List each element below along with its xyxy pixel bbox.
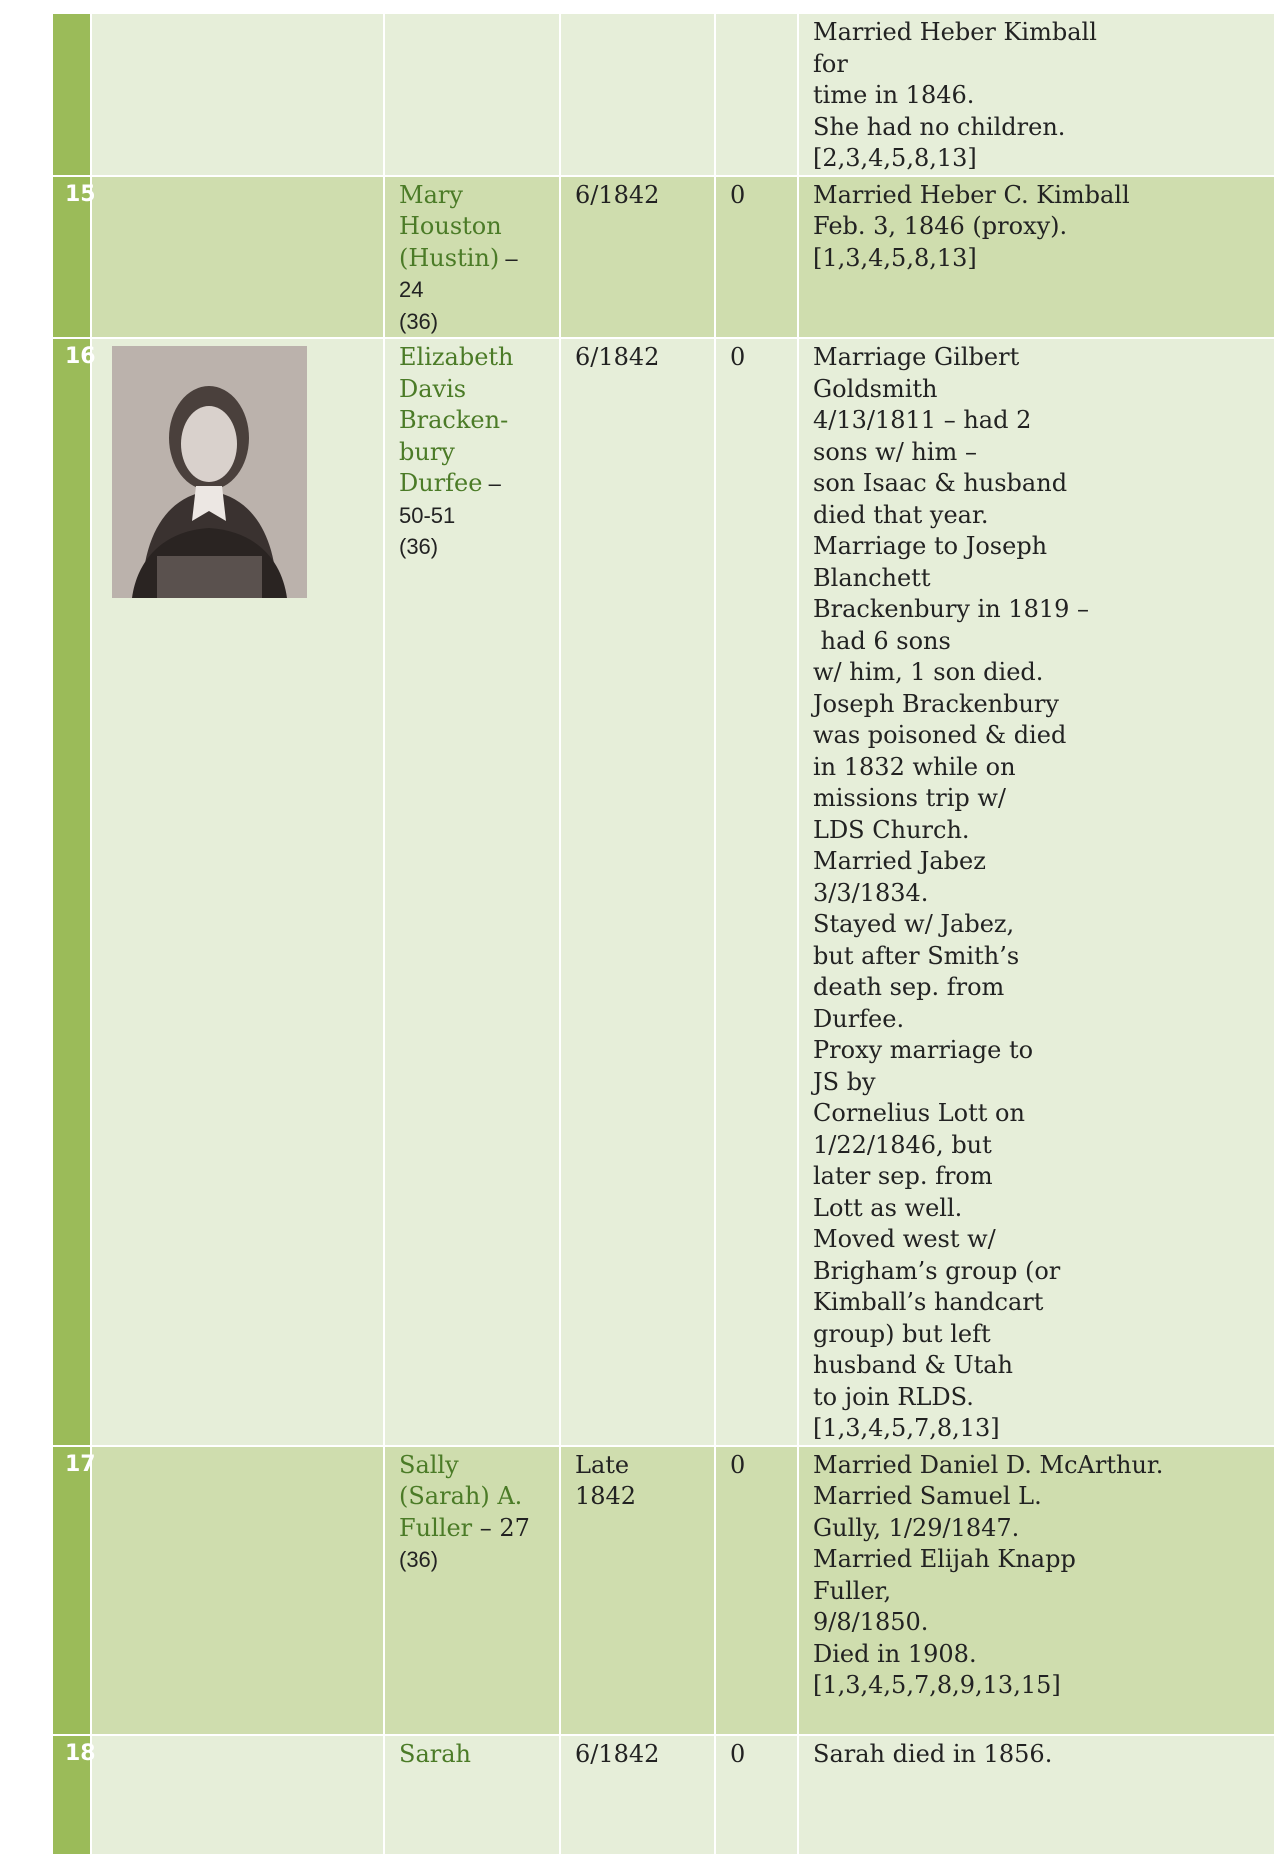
name-line: Mary: [399, 180, 463, 209]
table-row: [53, 1735, 1275, 1855]
notes-line: but after Smith’s: [813, 941, 1020, 970]
notes-line: Died in 1908.: [813, 1639, 977, 1668]
notes-line: 9/8/1850.: [813, 1608, 929, 1636]
notes-line: to join RLDS.: [813, 1382, 974, 1411]
notes-line: [2,3,4,5,8,13]: [813, 144, 977, 172]
notes-line: Proxy marriage to: [813, 1036, 1034, 1064]
name-line: (Hustin): [399, 243, 500, 272]
date-line: 6/1842: [575, 343, 660, 371]
children-cell: [715, 1735, 798, 1855]
notes-line: Durfee.: [813, 1004, 905, 1033]
notes-line: had 6 sons: [813, 626, 951, 655]
table-row: [53, 13, 1275, 176]
photo-cell: [91, 13, 384, 176]
row-number-cell: [53, 13, 91, 176]
notes-line: Marriage Gilbert: [813, 343, 1020, 371]
name-line: Davis: [399, 374, 467, 403]
children-count: 0: [730, 1739, 746, 1768]
children-cell: [715, 1446, 798, 1735]
notes-line: Married Jabez: [813, 847, 986, 875]
date-line: Late: [575, 1450, 630, 1479]
notes-line: was poisoned & died: [813, 721, 1067, 749]
name-cell: [384, 1735, 560, 1855]
notes-line: Goldsmith: [813, 374, 938, 403]
photo-cell: [91, 1735, 384, 1855]
notes-line: Married Heber C. Kimball: [813, 180, 1130, 209]
name-line: Houston: [399, 212, 502, 240]
row-number-cell: [53, 176, 96, 339]
children-cell: [715, 13, 798, 176]
notes-line: Feb. 3, 1846 (proxy).: [813, 212, 1068, 240]
portrait-photo: [112, 346, 307, 598]
date-line: 1842: [575, 1482, 637, 1510]
notes-cell: [798, 176, 1275, 339]
notes-cell: [798, 13, 1275, 176]
notes-line: Brackenbury in 1819 –: [813, 595, 1090, 623]
notes-line: [1,3,4,5,8,13]: [813, 243, 977, 272]
notes-line: Blanchett: [813, 563, 931, 592]
notes-line: [1,3,4,5,7,8,13]: [813, 1414, 1000, 1442]
date-cell: [560, 1735, 715, 1855]
photo-cell: [91, 1446, 384, 1735]
notes-line: son Isaac & husband: [813, 469, 1068, 497]
date-cell: [560, 1446, 715, 1735]
row-number-cell: [53, 338, 96, 1446]
notes-line: later sep. from: [813, 1162, 993, 1190]
name-line: (Sarah) A.: [399, 1482, 523, 1510]
name-line: Bracken-: [399, 406, 509, 434]
notes-line: w/ him, 1 son died.: [813, 658, 1044, 686]
notes-line: Gully, 1/29/1847.: [813, 1513, 1020, 1542]
name-cell: [384, 1446, 560, 1735]
row-number: 16: [65, 344, 96, 369]
notes-line: JS by: [813, 1067, 876, 1096]
children-count: 0: [730, 343, 746, 371]
notes-line: Stayed w/ Jabez,: [813, 910, 1015, 938]
name-cell: [384, 13, 560, 176]
notes-line: 1/22/1846, but: [813, 1130, 992, 1159]
table-row: [53, 338, 1275, 1446]
table-row: [53, 1446, 1275, 1735]
name-line: Fuller: [399, 1513, 473, 1542]
name-suffix: – 27: [472, 1513, 530, 1542]
notes-line: for: [813, 49, 848, 78]
notes-line: Married Daniel D. McArthur.: [813, 1450, 1164, 1479]
name-line: bury: [399, 437, 455, 466]
name-suffix: –: [482, 471, 501, 496]
notes-line: Married Samuel L.: [813, 1482, 1042, 1510]
name-suffix: –: [499, 245, 518, 271]
notes-line: Moved west w/: [813, 1225, 996, 1253]
notes-line: husband & Utah: [813, 1351, 1013, 1379]
notes-line: in 1832 while on: [813, 752, 1016, 781]
notes-line: died that year.: [813, 500, 989, 529]
notes-line: time in 1846.: [813, 81, 975, 109]
name-line: Elizabeth: [399, 343, 514, 371]
name-cell: [384, 176, 560, 339]
notes-line: Married Heber Kimball: [813, 18, 1097, 46]
name-line: Sally: [399, 1450, 459, 1479]
name-line: Durfee: [399, 469, 483, 497]
notes-line: Joseph Brackenbury: [813, 689, 1059, 718]
name-line: Sarah: [399, 1739, 471, 1768]
date-cell: [560, 176, 715, 339]
notes-line: group) but left: [813, 1319, 991, 1348]
photo-cell: [91, 338, 384, 1446]
notes-line: sons w/ him –: [813, 437, 977, 466]
notes-line: Brigham’s group (or: [813, 1256, 1061, 1285]
row-number-cell: [53, 1446, 96, 1735]
notes-cell: [798, 1446, 1275, 1735]
date-line: 6/1842: [575, 1739, 660, 1768]
notes-line: She had no children.: [813, 112, 1066, 141]
notes-line: death sep. from: [813, 973, 1005, 1001]
table-row: [53, 176, 1275, 339]
notes-line: LDS Church.: [813, 815, 970, 844]
children-cell: [715, 338, 798, 1446]
reference-line: (36): [399, 308, 439, 334]
children-count: 0: [730, 180, 746, 209]
notes-line: Fuller,: [813, 1576, 892, 1605]
age-line: 24: [399, 277, 424, 302]
notes-line: Married Elijah Knapp: [813, 1545, 1076, 1573]
notes-line: Lott as well.: [813, 1193, 963, 1222]
date-cell: [560, 338, 715, 1446]
notes-line: [1,3,4,5,7,8,9,13,15]: [813, 1671, 1061, 1699]
age-line: 50-51: [399, 502, 456, 528]
name-cell: [384, 338, 560, 1446]
notes-line: Sarah died in 1856.: [813, 1739, 1053, 1768]
wives-table: [53, 12, 1276, 1856]
reference-line: (36): [399, 534, 439, 559]
notes-cell: [798, 1735, 1275, 1855]
row-number: 15: [65, 181, 96, 207]
notes-line: 4/13/1811 – had 2: [813, 406, 1032, 434]
notes-line: Marriage to Joseph: [813, 532, 1048, 560]
date-line: 6/1842: [575, 180, 660, 209]
children-count: 0: [730, 1450, 746, 1479]
photo-cell: [91, 176, 384, 339]
date-cell: [560, 13, 715, 176]
notes-line: Cornelius Lott on: [813, 1099, 1025, 1127]
notes-cell: [798, 338, 1275, 1446]
reference-line: (36): [399, 1547, 439, 1572]
row-number: 17: [65, 1451, 96, 1477]
notes-line: missions trip w/: [813, 784, 1007, 812]
row-number-cell: [53, 1735, 96, 1855]
notes-line: 3/3/1834.: [813, 878, 929, 907]
notes-line: Kimball’s handcart: [813, 1288, 1044, 1316]
row-number: 18: [65, 1740, 96, 1766]
children-cell: [715, 176, 798, 339]
